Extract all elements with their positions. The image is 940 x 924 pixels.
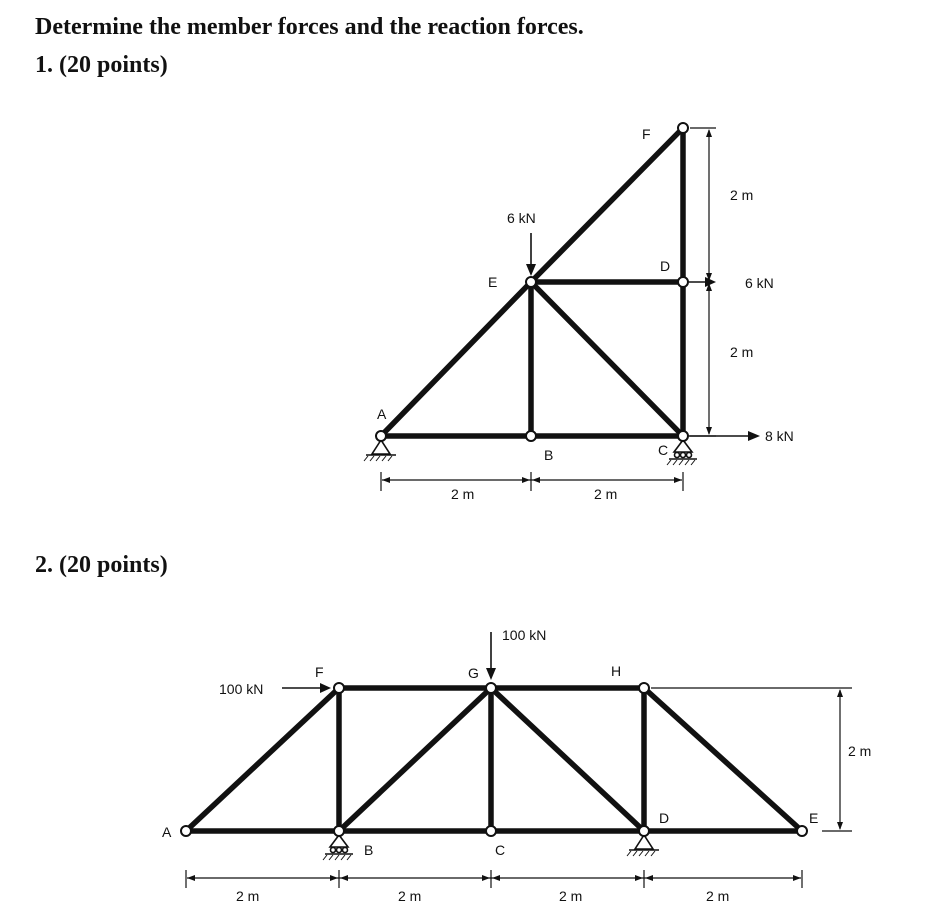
dim-label-right-lower: 2 m [730,344,754,360]
node-label-g: G [468,665,479,681]
node-label-f: F [315,664,324,680]
joint-a [376,431,386,441]
truss-2 [162,627,871,904]
joint-e [797,826,807,836]
support-roller-b [323,835,353,860]
node-label-h: H [611,663,622,679]
joint-c [486,826,496,836]
load-label-6kn-horizontal: 6 kN [745,275,774,291]
member-gd [491,688,644,831]
node-label-e: E [488,274,498,290]
node-label-f: F [642,126,651,142]
node-label-b: B [364,842,374,858]
dimension-1-horizontal [381,472,683,491]
joint-f [678,123,688,133]
load-label-6kn-vertical: 6 kN [507,210,536,226]
problem-1-heading: 1. (20 points) [35,52,168,78]
load-label-100kn-horizontal: 100 kN [219,681,264,697]
dim-label-span-4: 2 m [706,888,730,904]
load-arrow-100kn-vertical [486,632,496,680]
node-label-c: C [658,442,669,458]
truss-2-members [186,688,802,831]
joint-e [526,277,536,287]
truss-1 [364,123,794,502]
load-arrow-6kn-horizontal [689,277,716,287]
node-label-d: D [660,258,671,274]
dimension-2-vertical [651,688,852,831]
node-label-e: E [809,810,819,826]
joint-f [334,683,344,693]
truss-2-joints [181,683,807,836]
load-label-8kn: 8 kN [765,428,794,444]
joint-b [334,826,344,836]
dim-label-bottom-right: 2 m [594,486,618,502]
dim-label-height: 2 m [848,743,872,759]
dim-label-span-1: 2 m [236,888,260,904]
node-label-d: D [659,810,670,826]
dim-label-span-2: 2 m [398,888,422,904]
joint-d [678,277,688,287]
load-arrow-6kn-vertical [526,233,536,276]
joint-c [678,431,688,441]
member-ae [381,282,531,436]
dim-label-bottom-left: 2 m [451,486,475,502]
joint-b [526,431,536,441]
dimension-2-horizontal [186,870,802,888]
support-pin-d [627,835,659,856]
support-roller-c [667,440,697,465]
joint-g [486,683,496,693]
joint-d [639,826,649,836]
node-label-b: B [544,447,554,463]
joint-h [639,683,649,693]
member-bg [339,688,491,831]
joint-a [181,826,191,836]
node-label-a: A [377,406,387,422]
node-label-c: C [495,842,506,858]
support-pin-a [364,440,396,461]
problem-2-heading: 2. (20 points) [35,552,168,578]
load-arrow-100kn-horizontal [282,683,331,693]
node-label-a: A [162,824,172,840]
load-label-100kn-vertical: 100 kN [502,627,547,643]
page-title: Determine the member forces and the reaction forces. [35,14,584,40]
member-ec [531,282,683,436]
dim-label-right-upper: 2 m [730,187,754,203]
member-af [186,688,339,831]
dim-label-span-3: 2 m [559,888,583,904]
